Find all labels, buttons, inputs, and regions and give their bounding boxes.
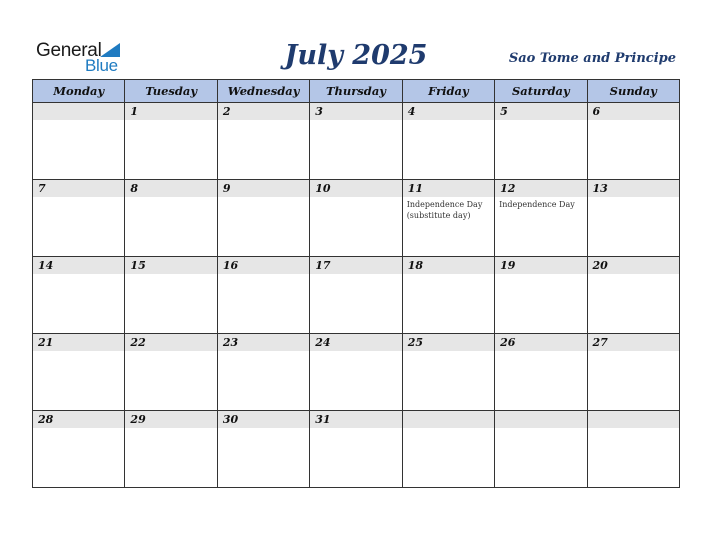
day-number-bar	[495, 180, 586, 197]
day-number-bar	[495, 334, 586, 351]
day-number: 24	[315, 336, 331, 349]
day-number: 10	[315, 182, 331, 195]
day-number: 3	[315, 105, 323, 118]
day-number-bar	[403, 180, 494, 197]
day-number: 7	[38, 182, 46, 195]
day-number: 1	[130, 105, 139, 118]
day-number-bar	[310, 180, 401, 197]
day-number-bar	[218, 103, 309, 120]
day-number-bar	[495, 411, 586, 428]
day-number-bar	[403, 334, 494, 351]
day-number: 17	[315, 259, 331, 272]
day-number-bar	[310, 334, 401, 351]
calendar-body	[33, 103, 680, 488]
day-number-bar	[218, 411, 309, 428]
day-number-bar	[310, 103, 401, 120]
day-cell	[125, 257, 217, 334]
day-number: 11	[407, 182, 423, 195]
weekday-header: Thursday	[310, 80, 402, 103]
day-number: 28	[38, 413, 54, 426]
day-number: 16	[222, 259, 239, 272]
day-cell	[33, 334, 125, 411]
day-number-bar	[125, 257, 216, 274]
day-number-bar	[588, 334, 679, 351]
weekday-header-row	[33, 80, 680, 103]
day-cell	[495, 103, 587, 180]
day-number-bar	[33, 180, 124, 197]
day-number-bar	[403, 103, 494, 120]
day-number-bar	[403, 257, 494, 274]
holiday-label: Independence Day (substitute day)	[406, 200, 483, 220]
day-cell	[310, 334, 402, 411]
day-number-bar	[310, 411, 401, 428]
day-number: 22	[130, 336, 146, 349]
logo-word-blue: Blue	[85, 56, 118, 75]
day-number-bar	[495, 103, 586, 120]
weekday-header: Monday	[33, 80, 125, 103]
day-number-bar	[310, 257, 401, 274]
day-number: 31	[315, 413, 331, 426]
day-cell	[587, 180, 679, 257]
day-cell	[217, 103, 309, 180]
day-cell	[125, 411, 217, 488]
day-number-bar	[495, 257, 586, 274]
day-number-bar	[218, 334, 309, 351]
day-cell	[310, 180, 402, 257]
weekday-header: Wednesday	[217, 80, 309, 103]
day-number-bar	[218, 180, 309, 197]
calendar-title: July 2025	[284, 40, 428, 71]
day-number: 18	[407, 259, 423, 272]
weekday-header: Tuesday	[125, 80, 217, 103]
day-number-bar	[403, 411, 494, 428]
day-number: 2	[222, 105, 231, 118]
day-number-bar	[125, 334, 216, 351]
day-number-bar	[33, 257, 124, 274]
day-number	[403, 411, 494, 413]
weekday-header: Friday	[402, 80, 494, 103]
day-cell	[125, 334, 217, 411]
day-number: 21	[38, 336, 54, 349]
week-row	[33, 257, 680, 334]
day-number	[33, 103, 124, 105]
day-number: 25	[407, 336, 423, 349]
day-number: 23	[222, 336, 239, 349]
day-cell	[33, 103, 125, 180]
day-number: 4	[407, 105, 416, 118]
day-cell	[217, 180, 309, 257]
logo-word-general: General	[36, 40, 102, 61]
day-number-bar	[588, 103, 679, 120]
day-cell	[310, 411, 402, 488]
day-cell	[402, 334, 494, 411]
day-number: 15	[130, 259, 146, 272]
day-cell	[495, 334, 587, 411]
day-cell	[587, 411, 679, 488]
day-cell	[587, 257, 679, 334]
day-number: 26	[500, 336, 516, 349]
day-cell	[33, 411, 125, 488]
day-number	[495, 411, 586, 413]
day-number-bar	[125, 180, 216, 197]
day-cell	[125, 180, 217, 257]
day-cell	[587, 334, 679, 411]
week-row	[33, 180, 680, 257]
day-number: 29	[130, 413, 146, 426]
day-number-bar	[33, 411, 124, 428]
week-row	[33, 103, 680, 180]
day-cell	[310, 257, 402, 334]
day-number	[588, 411, 679, 413]
day-number: 6	[592, 105, 601, 118]
day-cell	[310, 103, 402, 180]
day-number: 14	[38, 259, 54, 272]
day-cell	[402, 257, 494, 334]
day-number: 13	[592, 182, 608, 195]
day-number: 20	[592, 259, 608, 272]
day-number-bar	[588, 180, 679, 197]
day-cell	[495, 257, 587, 334]
week-row	[33, 334, 680, 411]
day-cell	[33, 180, 125, 257]
day-cell	[495, 180, 587, 257]
week-row	[33, 411, 680, 488]
day-cell	[217, 257, 309, 334]
day-number: 5	[500, 105, 508, 118]
holiday-label: Independence Day	[499, 200, 575, 209]
weekday-header: Saturday	[495, 80, 587, 103]
day-cell	[587, 103, 679, 180]
day-cell	[217, 411, 309, 488]
day-cell	[402, 411, 494, 488]
day-number: 12	[500, 182, 516, 195]
day-cell	[402, 103, 494, 180]
day-number-bar	[218, 257, 309, 274]
day-number-bar	[588, 257, 679, 274]
day-number: 27	[592, 336, 608, 349]
day-number: 9	[222, 182, 231, 195]
day-cell	[217, 334, 309, 411]
day-number: 19	[500, 259, 516, 272]
day-cell	[402, 180, 494, 257]
day-number-bar	[33, 334, 124, 351]
day-cell	[125, 103, 217, 180]
day-number-bar	[125, 411, 216, 428]
day-number: 30	[222, 413, 239, 426]
day-cell	[33, 257, 125, 334]
day-cell	[495, 411, 587, 488]
day-number-bar	[33, 103, 124, 120]
calendar-grid	[32, 79, 680, 488]
day-number-bar	[588, 411, 679, 428]
day-number-bar	[125, 103, 216, 120]
country-name: Sao Tome and Principe	[508, 51, 676, 66]
weekday-header: Sunday	[587, 80, 679, 103]
day-number: 8	[130, 182, 139, 195]
